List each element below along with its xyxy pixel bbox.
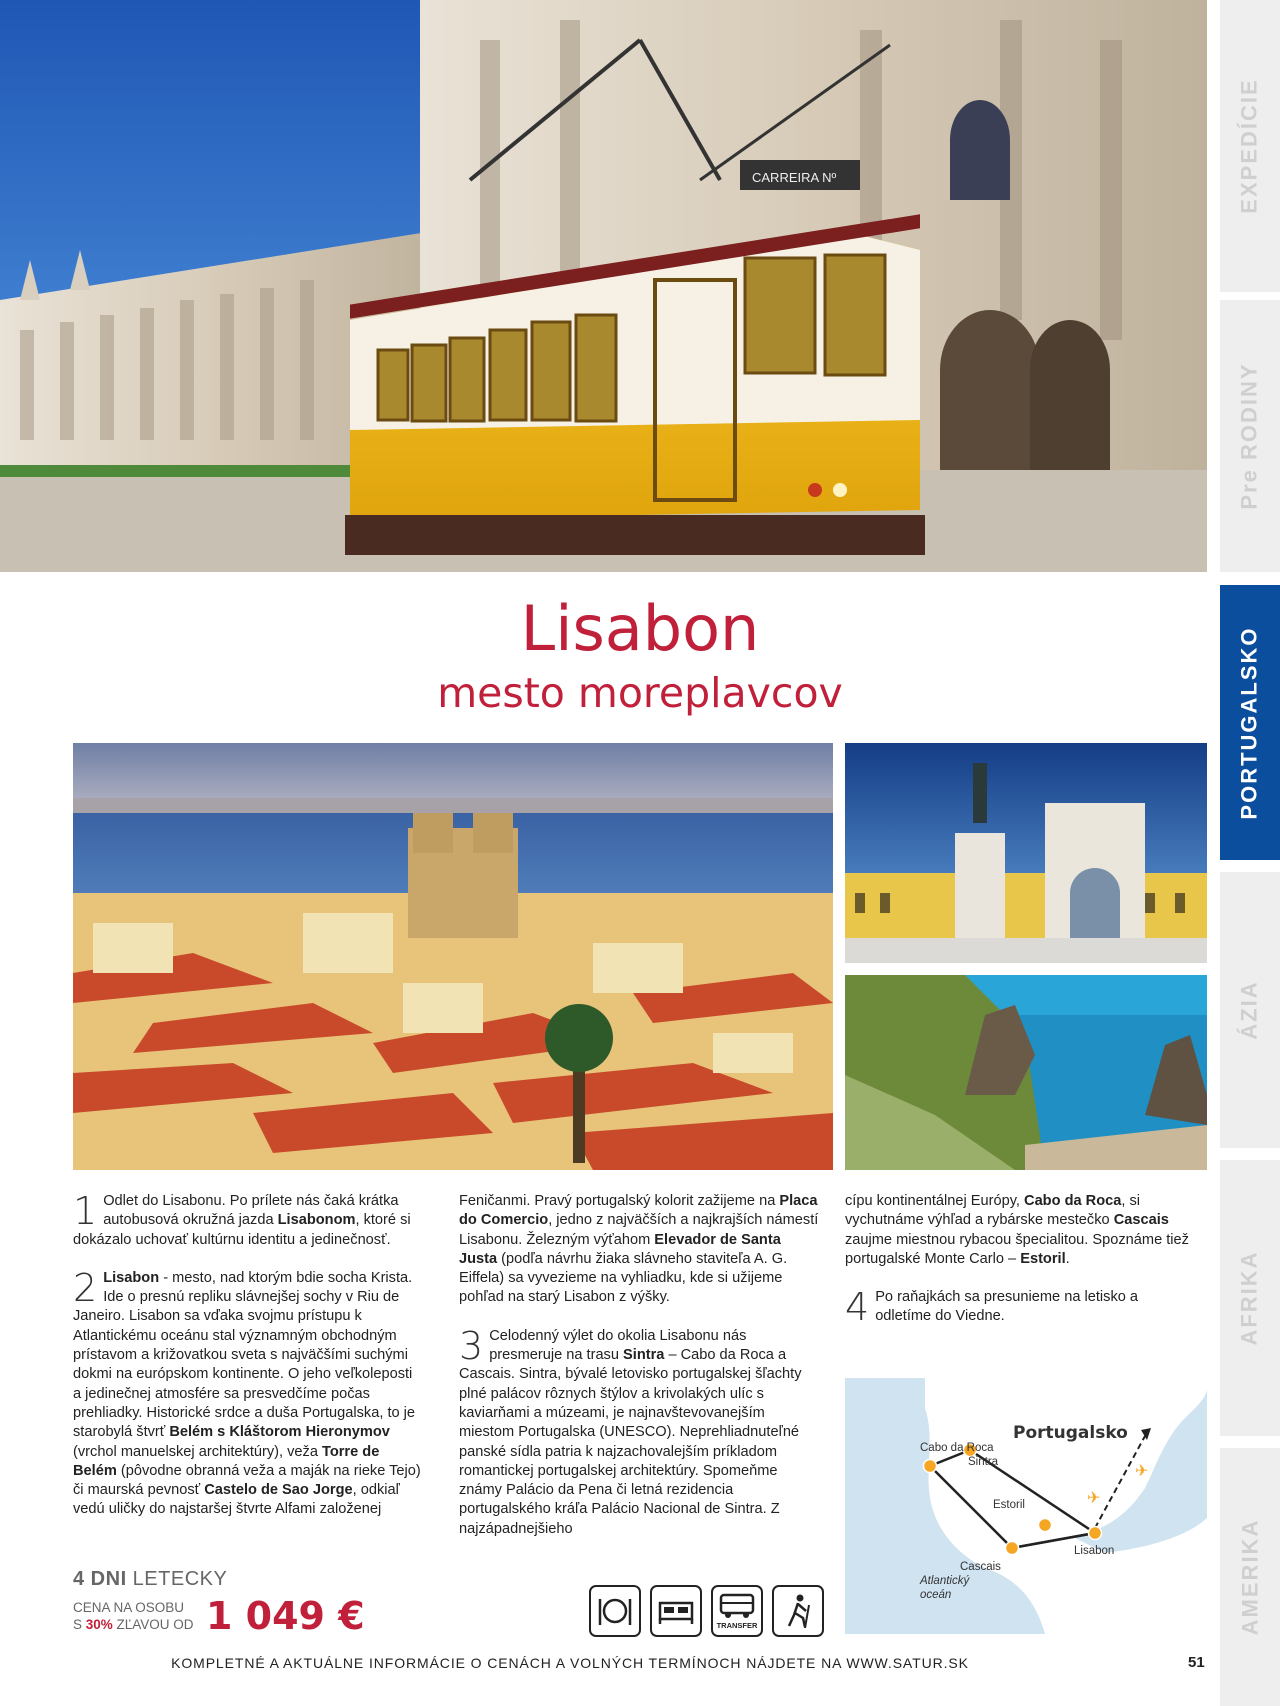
day-3 (459, 1323, 821, 1539)
meal-icon (589, 1585, 641, 1637)
map-label-estoril: Estoril (993, 1499, 1025, 1511)
photo-praca-do-comercio (845, 743, 1207, 963)
text: Feničanmi. Pravý portugalský kolorit zažijeme na (459, 1193, 780, 1209)
bold-text: Sintra (623, 1347, 665, 1364)
discount-percent: 30% (85, 1616, 113, 1632)
map-drawing (845, 1378, 1207, 1634)
price-label (73, 1600, 194, 1633)
bed-icon (650, 1585, 702, 1637)
duration-type: LETECKY (126, 1568, 228, 1590)
footer-info: KOMPLETNÉ A AKTUÁLNE INFORMÁCIE O CENÁCH A VOLNÝCH TERMÍNOCH NÁJDETE NA WWW.SATUR.SK (171, 1655, 969, 1671)
text: . (1065, 1250, 1070, 1267)
bed-icon-drawing (656, 1591, 696, 1631)
text: zaujme miestnou rybacou špecialitou. Spoznáme tiež portugalské Monte Carlo – (845, 1231, 1189, 1267)
map-marker-cascais (1006, 1542, 1019, 1555)
text: Odlet do Lisabonu. Po prílete nás čaká krátka autobusová okružná jazda (103, 1193, 399, 1229)
text-column-2 (459, 1192, 821, 1558)
bus-transfer-icon (711, 1585, 763, 1637)
map-label-ocean-1: Atlantický (920, 1575, 970, 1587)
side-tab-portugalsko[interactable] (1220, 585, 1280, 860)
airplane-icon: ✈ (1135, 1463, 1149, 1480)
bold-text: Belém s Kláštorom Hieronymov (169, 1424, 390, 1441)
side-tab-label: AFRIKA (1237, 1250, 1263, 1346)
price-amount: 1 049 € (206, 1594, 365, 1638)
day-2 (73, 1265, 423, 1520)
coast-drawing (845, 975, 1207, 1170)
day-number: 1 (73, 1189, 98, 1233)
text: - mesto, nad ktorým bdie socha Krista. Ide o presnú repliku slávnejšej sochy v Riu de Janeiro. Lisabon sa vďaka svojmu prístupu k Atlantickému oceánu stal významným obchodným prístavom a križovatkou sveta s najväčšími suchými dokmi na európskom kontinente. O jeho veľkoleposti a jedinečnej atmosfére sa presvedčíme počas prehliadky. Historické srdce a duša Portugalska, to je starobylá štvrť (73, 1269, 416, 1441)
map-marker-estoril (1039, 1519, 1052, 1532)
side-tab-label: ÁZIA (1236, 980, 1262, 1040)
map-marker-cabo-da-roca (924, 1460, 937, 1473)
bold-text: Castelo de Sao Jorge (204, 1482, 353, 1499)
meal-icon-drawing (595, 1591, 635, 1631)
map-label-lisabon: Lisabon (1074, 1545, 1115, 1557)
text: S (73, 1616, 86, 1632)
side-tab-amerika[interactable] (1220, 1448, 1280, 1706)
hero-photo-drawing (0, 0, 1207, 572)
side-tab-azia[interactable] (1220, 872, 1280, 1148)
bus-icon-drawing (718, 1593, 756, 1619)
hiking-icon (772, 1585, 824, 1637)
day-4 (845, 1285, 1195, 1330)
map-label-sintra: Sintra (968, 1456, 999, 1468)
map-label-ocean-2: oceán (920, 1589, 952, 1601)
route-map (845, 1378, 1207, 1634)
price-label-line-1: CENA NA OSOBU (73, 1600, 185, 1615)
bold-text: Placa do Comercio (459, 1193, 818, 1229)
bold-text: Elevador de Santa Justa (459, 1231, 781, 1267)
day-number: 4 (845, 1285, 870, 1330)
text: cípu kontinentálnej Európy, (845, 1193, 1025, 1209)
text: ZĽAVOU OD (112, 1616, 194, 1632)
text: (podľa návrhu žiaka slávneho staviteľa A. G. Eiffela) sa vyvezieme na vyhliadku, kde si užijeme pohľad na starý Lisabon z výšky. (459, 1250, 788, 1306)
side-tab-label: PORTUGALSKO (1237, 625, 1262, 820)
text-column-3 (845, 1192, 1195, 1346)
day-2-continued (459, 1192, 821, 1308)
page-subtitle: mesto moreplavcov (437, 669, 843, 717)
panorama-drawing (73, 743, 833, 1170)
photo-lisbon-panorama (73, 743, 833, 1170)
airplane-icon: ✈ (1087, 1490, 1101, 1507)
duration (73, 1568, 227, 1591)
side-tab-label: Pre RODINY (1237, 362, 1262, 510)
bold-text: Lisabon (103, 1269, 160, 1286)
side-tab-expedicie[interactable] (1220, 0, 1280, 292)
side-tab-label: EXPEDÍCIE (1237, 78, 1262, 214)
text: (pôvodne obranná veža a maják na rieke Tejo) či maurská pevnosť (73, 1462, 421, 1499)
bold-text: Estoril (1020, 1250, 1066, 1267)
price-label-line-2 (73, 1617, 194, 1634)
praca-drawing (845, 743, 1207, 963)
page-number: 51 (1188, 1654, 1205, 1671)
text: , si vychutnáme výhľad a rybárske mestečko (845, 1193, 1140, 1229)
map-title: Portugalsko (1013, 1423, 1128, 1443)
text: , odkiaľ vedú uličky do najstaršej štvrte Alfami založenej (73, 1482, 400, 1518)
bold-text: Lisabonom (277, 1212, 356, 1229)
transfer-label: TRANSFER (716, 1620, 758, 1630)
side-tab-pre-rodiny[interactable] (1220, 300, 1280, 572)
hiking-icon-drawing (778, 1591, 818, 1631)
side-tab-afrika[interactable] (1220, 1160, 1280, 1436)
map-label-cabo: Cabo da Roca (920, 1442, 994, 1454)
page-title: Lisabon (520, 592, 760, 665)
text: Celodenný výlet do okolia Lisabonu nás presmeruje na trasu (489, 1327, 747, 1364)
text: , ktoré si dokázalo uchovať kultúrnu identitu a jedinečnosť. (73, 1212, 411, 1248)
text: Po raňajkách sa presunieme na letisko a odletíme do Viedne. (875, 1289, 1139, 1325)
text-column-1 (73, 1189, 423, 1539)
day-1 (73, 1189, 423, 1250)
day-3-continued (845, 1192, 1195, 1269)
photo-coast (845, 975, 1207, 1170)
tram-destination-sign: CARREIRA Nº (752, 170, 837, 185)
bold-text: Cascais (1113, 1212, 1169, 1229)
map-label-cascais: Cascais (960, 1561, 1001, 1573)
text: (vrchol manuelskej architektúry), veža (73, 1443, 322, 1460)
text: – Cabo da Roca a Cascais. Sintra, bývalé letovisko portugalskej šľachty plné palácov rôznych štýlov a krivolakých ulíc s kaviarňami a múzeami, je najnavštevovanejším miestom Portugalska (UNESCO). Neprehliadnuteľné panské sídla patria k najzachovalejším príkladom romantickej portugalskej architektúry. Spomeňme známy Palácio da Pena či letná rezidencia portugalského kráľa Palácio Nacional de Sintra. Z najzápadnejšieho (459, 1347, 802, 1537)
text: , jedno z najväčších a najkrajších námestí Lisabonu. Železným výťahom (459, 1212, 819, 1248)
day-number: 2 (73, 1265, 98, 1310)
bold-text: Torre de Belém (73, 1443, 380, 1479)
hero-photo-tram (0, 0, 1207, 572)
side-tab-label: AMERIKA (1237, 1518, 1263, 1636)
bold-text: Cabo da Roca (1024, 1193, 1122, 1209)
duration-days: 4 DNI (73, 1568, 127, 1590)
day-number: 3 (459, 1323, 484, 1368)
map-marker-lisabon (1089, 1527, 1102, 1540)
